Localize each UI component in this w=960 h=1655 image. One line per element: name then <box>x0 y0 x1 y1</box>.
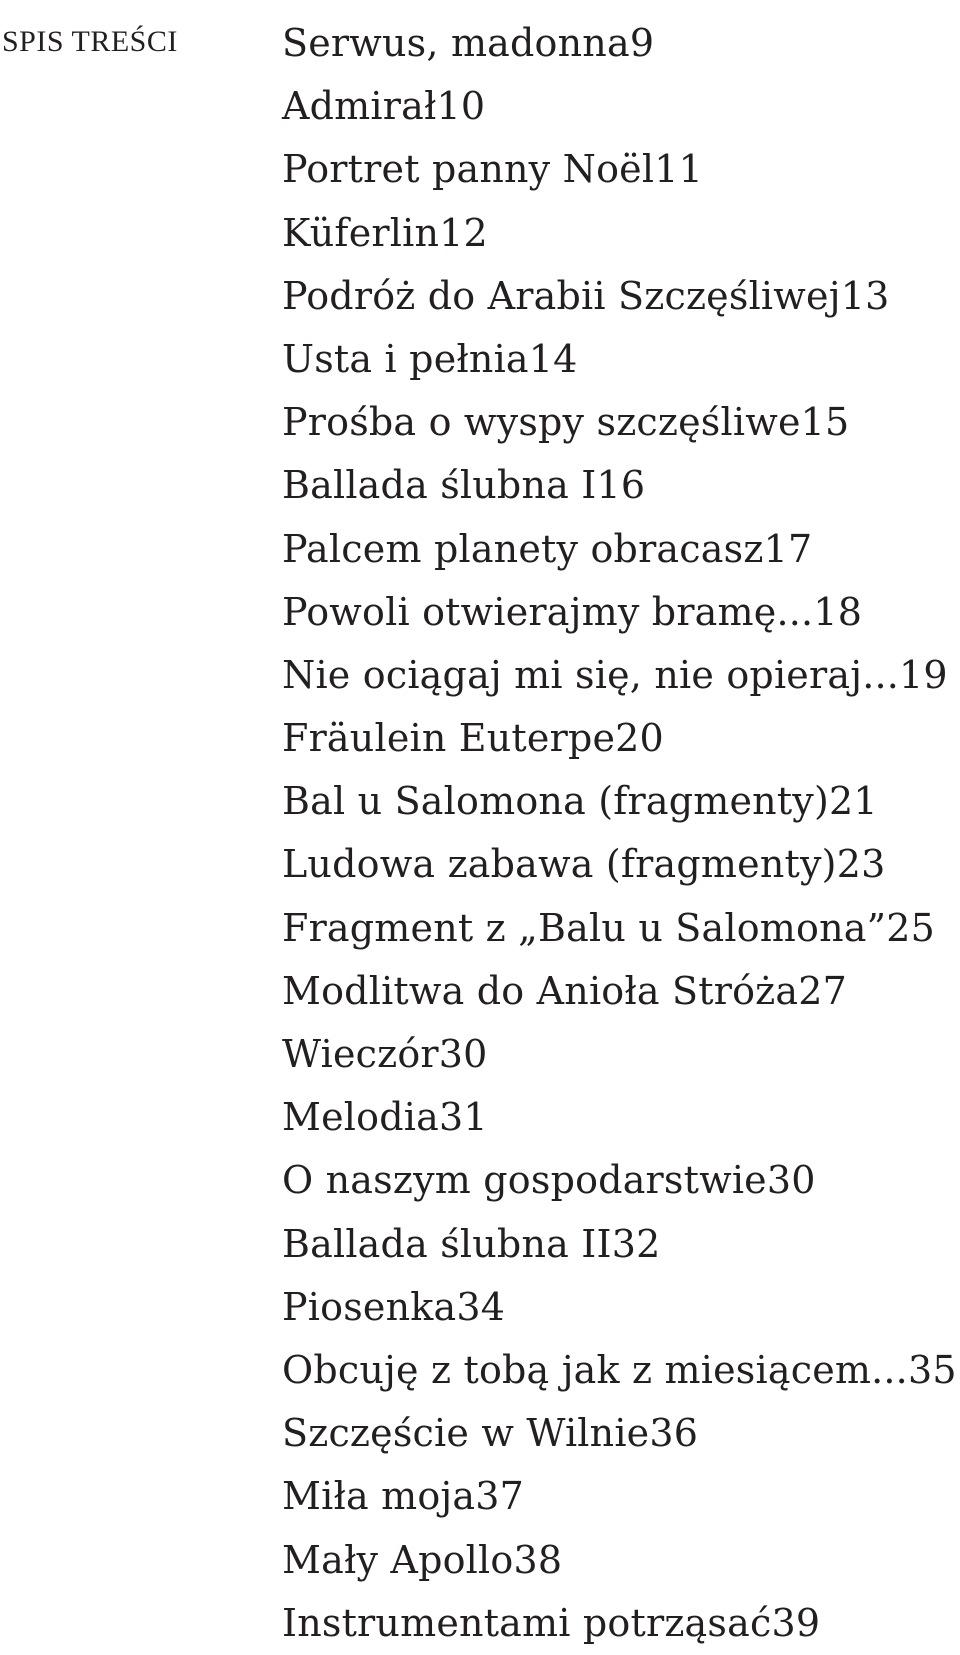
toc-entry-title: Miła moja <box>282 1474 476 1519</box>
toc-entry <box>282 581 957 644</box>
toc-entry-title: Modlitwa do Anioła Stróża <box>282 968 799 1013</box>
toc-entry <box>282 391 957 454</box>
toc-entry-title: Serwus, madonna <box>282 21 630 65</box>
toc-entry-page-number: 38 <box>513 1537 563 1582</box>
toc-entry <box>282 1149 957 1212</box>
toc-entry <box>282 1276 957 1339</box>
toc-entry-page-number: 32 <box>611 1221 661 1266</box>
table-of-contents <box>282 12 957 1655</box>
toc-entry-title: Nie ociągaj mi się, nie opieraj... <box>282 652 900 697</box>
toc-entry-title: Admirał <box>282 84 437 129</box>
toc-entry <box>282 328 957 391</box>
toc-entry-title: Ballada ślubna II <box>282 1221 612 1266</box>
toc-entry-title: Fragment z „Balu u Salomona” <box>282 905 887 950</box>
toc-entry <box>282 1339 957 1402</box>
toc-entry-page-number: 34 <box>456 1284 506 1329</box>
toc-entry-page-number: 11 <box>654 147 703 192</box>
toc-entry-title: Fräulein Euterpe <box>282 716 616 761</box>
toc-entry-title: Palcem planety obracasz <box>282 526 764 571</box>
toc-entry-title: Powoli otwierajmy bramę... <box>282 589 814 634</box>
toc-entry <box>282 1402 957 1465</box>
toc-entry-page-number: 37 <box>475 1474 525 1519</box>
toc-entry-page-number: 15 <box>800 400 850 445</box>
toc-entry-title: O naszym gospodarstwie <box>282 1158 767 1203</box>
toc-entry-page-number: 35 <box>907 1347 957 1392</box>
toc-entry-title: Obcuję z tobą jak z miesiącem... <box>282 1347 908 1392</box>
toc-entry-title: Ludowa zabawa (fragmenty) <box>282 842 837 887</box>
toc-entry-title: Bal u Salomona (fragmenty) <box>282 779 829 824</box>
toc-entry-title: Podróż do Arabii Szczęśliwej <box>282 273 841 318</box>
toc-entry-page-number: 9 <box>629 21 655 65</box>
toc-entry-page-number: 19 <box>899 652 948 697</box>
toc-entry-page-number: 20 <box>615 716 664 761</box>
toc-entry-page-number: 36 <box>649 1411 699 1456</box>
toc-entry-page-number: 21 <box>829 779 878 824</box>
toc-entry-page-number: 27 <box>798 968 848 1013</box>
toc-entry-page-number: 30 <box>438 1032 488 1076</box>
toc-entry-page-number: 16 <box>596 463 646 508</box>
toc-entry-page-number: 10 <box>436 84 486 129</box>
toc-entry-title: Usta i pełnia <box>282 336 529 381</box>
toc-entry <box>282 707 957 770</box>
toc-entry-title: Portret panny Noël <box>282 147 655 192</box>
toc-entry <box>282 1592 957 1655</box>
toc-entry-title: Küferlin <box>282 210 440 255</box>
toc-entry-page-number: 39 <box>771 1600 821 1645</box>
toc-entry <box>282 770 957 833</box>
toc-entry-title: Wieczór <box>282 1032 439 1076</box>
toc-entry-page-number: 13 <box>840 273 890 318</box>
toc-entry-page-number: 30 <box>766 1158 816 1203</box>
toc-entry <box>282 1465 957 1528</box>
toc-entry-page-number: 17 <box>763 526 813 571</box>
toc-entry-page-number: 23 <box>836 842 886 887</box>
toc-entry-title: Instrumentami potrząsać <box>282 1600 772 1645</box>
toc-entry-title: Szczęście w Wilnie <box>282 1411 650 1456</box>
toc-entry-page-number: 25 <box>886 905 936 950</box>
toc-entry-title: Ballada ślubna I <box>282 463 597 508</box>
toc-entry-page-number: 18 <box>813 589 863 634</box>
toc-entry <box>282 518 957 581</box>
toc-entry <box>282 1023 957 1086</box>
page-heading: SPIS TREŚCI <box>2 25 178 58</box>
toc-entry <box>282 644 957 707</box>
toc-entry <box>282 897 957 960</box>
toc-entry-title: Prośba o wyspy szczęśliwe <box>282 400 801 445</box>
toc-entry <box>282 833 957 896</box>
toc-entry <box>282 1529 957 1592</box>
toc-entry-page-number: 12 <box>439 210 488 255</box>
toc-entry-title: Melodia <box>282 1095 439 1140</box>
toc-entry <box>282 1086 957 1149</box>
toc-entry <box>282 75 957 138</box>
toc-entry-title: Mały Apollo <box>282 1537 514 1582</box>
toc-entry <box>282 265 957 328</box>
toc-entry-page-number: 31 <box>438 1095 488 1140</box>
toc-entry <box>282 12 957 75</box>
toc-entry <box>282 202 957 265</box>
toc-entry-page-number: 14 <box>528 336 578 381</box>
toc-entry <box>282 960 957 1023</box>
toc-entry-title: Piosenka <box>282 1284 457 1329</box>
toc-entry <box>282 454 957 517</box>
toc-entry <box>282 138 957 201</box>
toc-entry <box>282 1213 957 1276</box>
